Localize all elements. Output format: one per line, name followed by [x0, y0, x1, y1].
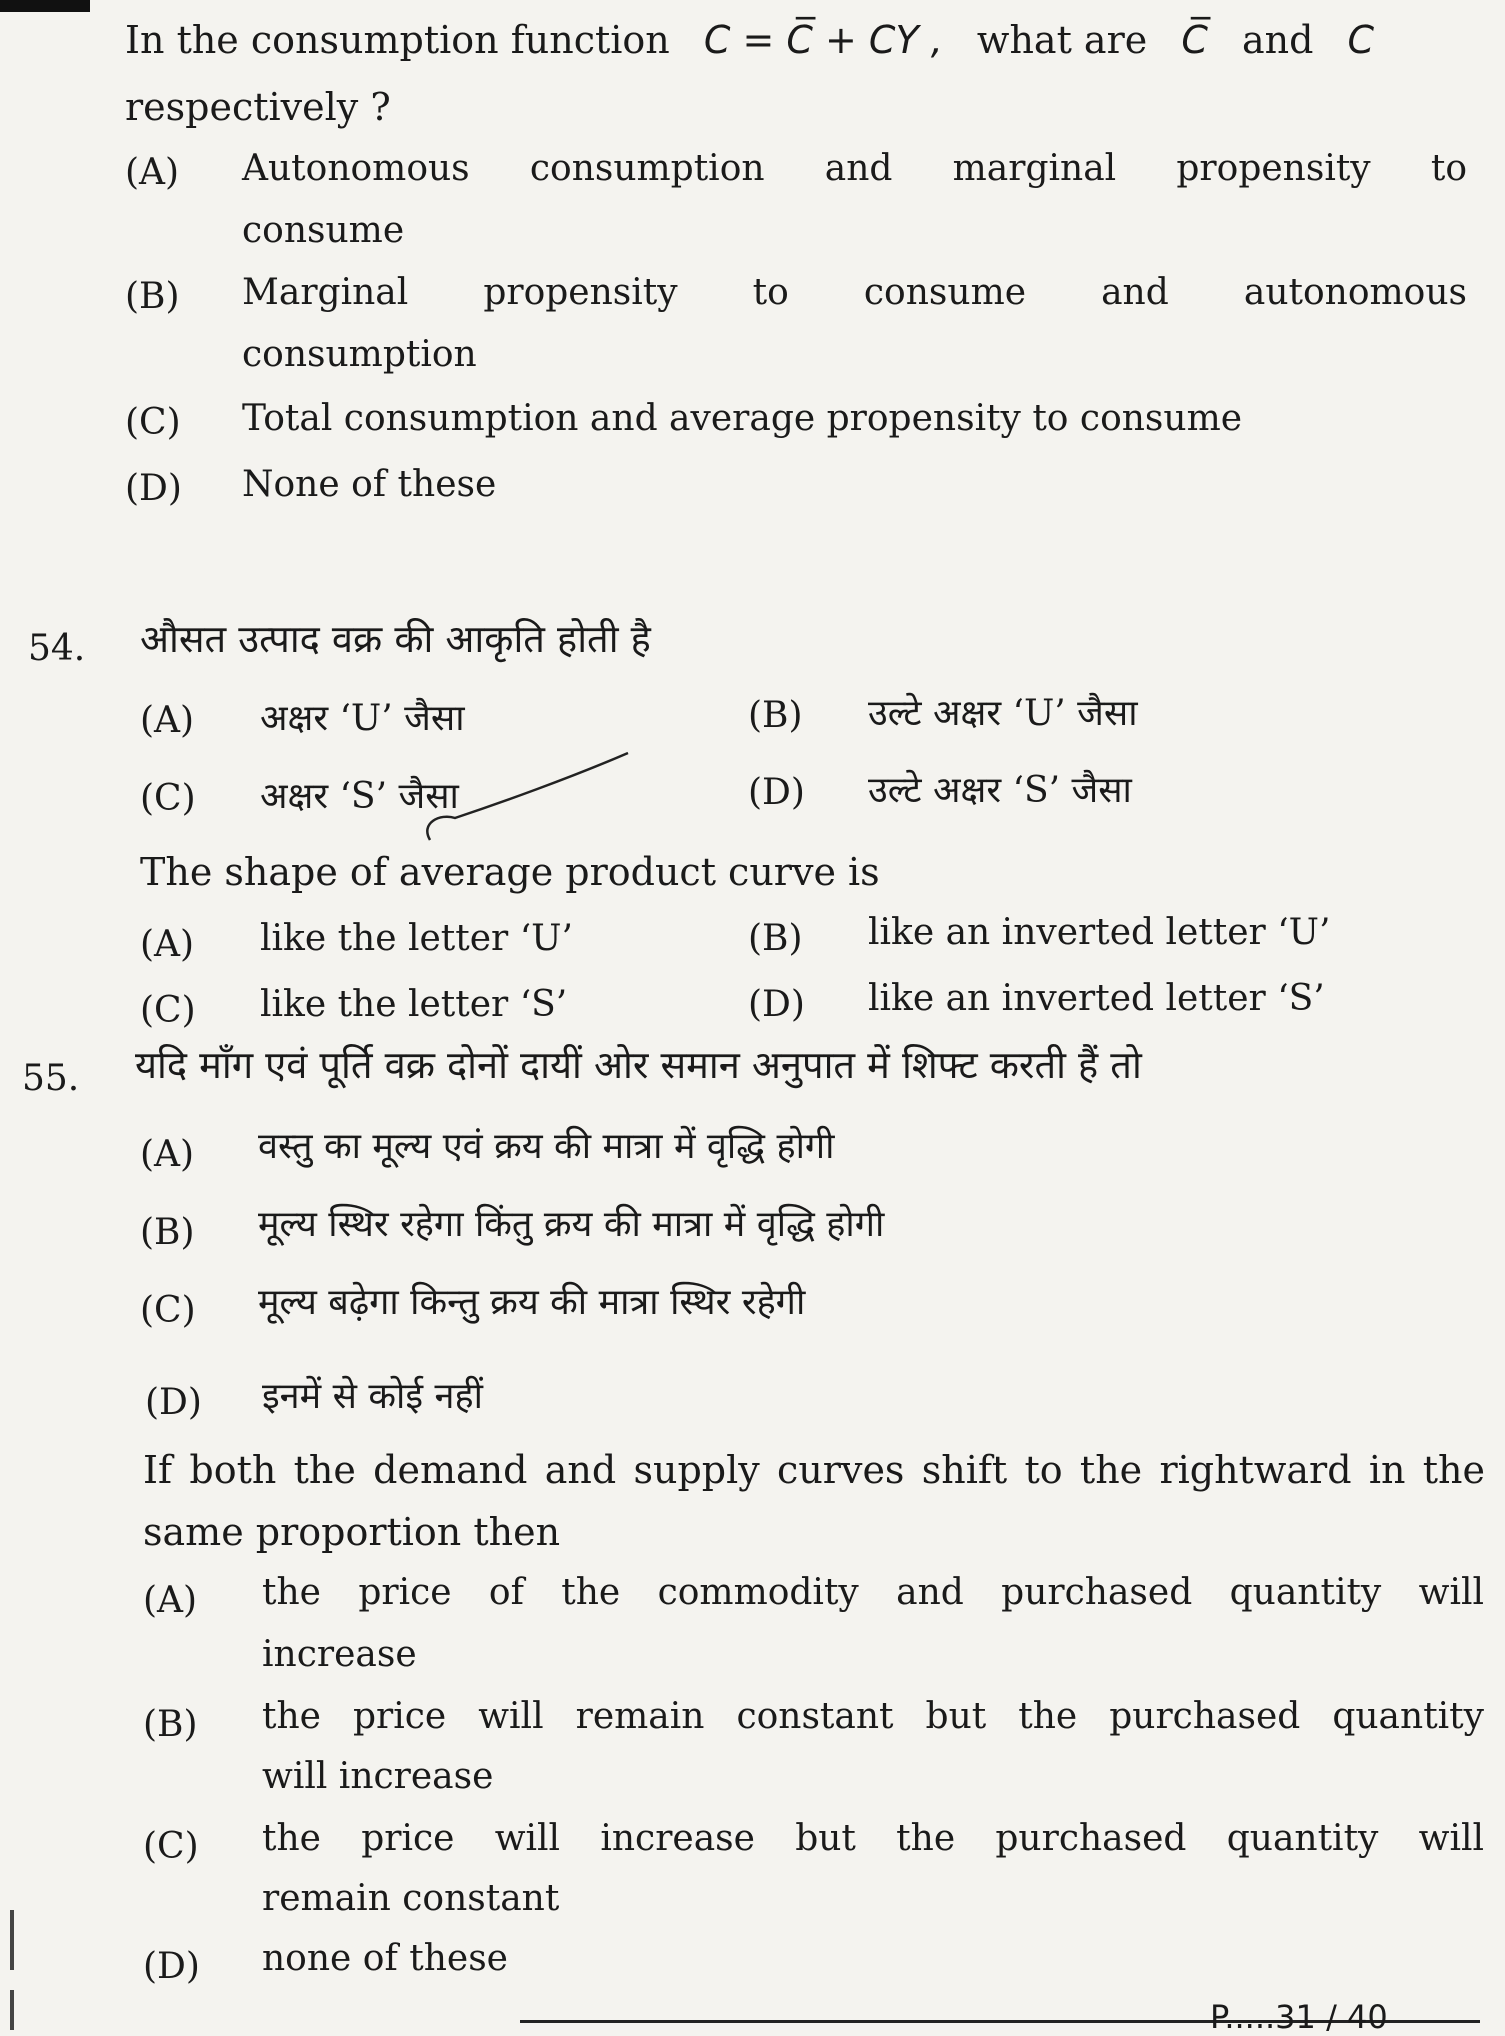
q53-option-c-label: (C): [125, 402, 181, 443]
q54-english-option-c-label: (C): [140, 990, 196, 1031]
q53-option-b-line1: Marginal propensity to consume and autonomous: [242, 272, 1467, 313]
q55-english-option-a-line2: increase: [262, 1634, 417, 1675]
q55-hindi-option-d-label: (D): [145, 1382, 202, 1423]
q53-option-b-line2: consumption: [242, 334, 477, 375]
pen-tick-mark: [400, 748, 640, 848]
margin-mark: [10, 1990, 14, 2030]
q53-option-a-label: (A): [125, 152, 180, 193]
q55-hindi-option-c-text: मूल्य बढ़ेगा किन्तु क्रय की मात्रा स्थिर रहेगी: [258, 1282, 806, 1323]
q55-hindi-stem: यदि माँग एवं पूर्ति वक्र दोनों दायीं ओर समान अनुपात में शिफ्ट करती हैं तो: [135, 1043, 1142, 1087]
q55-english-option-b-label: (B): [143, 1704, 198, 1745]
q54-english-option-d-label: (D): [748, 984, 805, 1025]
q55-english-stem-line1: If both the demand and supply curves shift to the rightward in the: [143, 1448, 1485, 1492]
q54-english-stem: The shape of average product curve is: [140, 850, 880, 894]
q55-english-option-c-line1: the price will increase but the purchased quantity will: [262, 1818, 1484, 1859]
q54-english-option-a-label: (A): [140, 924, 195, 965]
q54-english-option-b-label: (B): [748, 918, 803, 959]
q55-hindi-option-a-label: (A): [140, 1134, 195, 1175]
q55-english-option-b-line2: will increase: [262, 1756, 494, 1797]
page-number: P.....31 / 40: [1210, 1998, 1388, 2036]
q54-hindi-option-d-label: (D): [748, 772, 805, 813]
q54-hindi-option-b-text: उल्टे अक्षर ‘U’ जैसा: [868, 693, 1138, 734]
q53-stem-line2: respectively ?: [125, 85, 391, 129]
q55-english-option-d-label: (D): [143, 1946, 200, 1987]
q54-number: 54.: [28, 628, 86, 669]
q53-and: and: [1241, 18, 1314, 62]
q55-english-option-a-label: (A): [143, 1580, 198, 1621]
q55-hindi-option-d-text: इनमें से कोई नहीं: [262, 1376, 483, 1417]
q53-stem-mid: what are: [976, 18, 1148, 62]
q55-hindi-option-a-text: वस्तु का मूल्य एवं क्रय की मात्रा में वृद्धि होगी: [258, 1126, 835, 1167]
q54-hindi-stem: औसत उत्पाद वक्र की आकृति होती है: [140, 617, 651, 661]
q54-english-option-c-text: like the letter ‘S’: [260, 984, 568, 1025]
q53-option-a-line1: Autonomous consumption and marginal propensity to: [242, 148, 1467, 189]
q54-hindi-option-b-label: (B): [748, 695, 803, 736]
q55-english-option-a-line1: the price of the commodity and purchased quantity will: [262, 1572, 1484, 1613]
q53-stem-line1: [125, 18, 1470, 62]
q55-english-option-d-text: none of these: [262, 1938, 508, 1979]
q55-hindi-option-b-label: (B): [140, 1212, 195, 1253]
corner-mark: [0, 0, 90, 12]
q54-hindi-option-c-label: (C): [140, 778, 196, 819]
q53-equation: C = C̅ + CY ,: [703, 18, 943, 62]
q55-hindi-option-b-text: मूल्य स्थिर रहेगा किंतु क्रय की मात्रा में वृद्धि होगी: [258, 1204, 885, 1245]
q53-symbol-c: C: [1347, 18, 1375, 62]
q53-option-a-line2: consume: [242, 210, 405, 251]
q53-option-b-label: (B): [125, 276, 180, 317]
q55-english-option-b-line1: the price will remain constant but the purchased quantity: [262, 1696, 1484, 1737]
q53-option-d-text: None of these: [242, 464, 497, 505]
q53-option-c-text: Total consumption and average propensity to consume: [242, 398, 1243, 439]
q54-english-option-a-text: like the letter ‘U’: [260, 918, 573, 959]
q53-symbol-cbar: C̅: [1181, 18, 1208, 62]
q55-english-option-c-label: (C): [143, 1826, 199, 1867]
q53-stem-text: In the consumption function: [125, 18, 670, 62]
q54-hindi-option-d-text: उल्टे अक्षर ‘S’ जैसा: [868, 770, 1132, 811]
margin-mark: [10, 1910, 14, 1970]
q54-hindi-option-a-text: अक्षर ‘U’ जैसा: [260, 698, 465, 739]
q55-english-stem-line2: same proportion then: [143, 1510, 561, 1554]
q54-english-option-d-text: like an inverted letter ‘S’: [868, 978, 1325, 1019]
q54-hindi-option-a-label: (A): [140, 700, 195, 741]
q54-hindi-option-c-text: अक्षर ‘S’ जैसा: [260, 776, 459, 817]
q55-number: 55.: [22, 1058, 80, 1099]
q55-english-option-c-line2: remain constant: [262, 1878, 560, 1919]
q53-option-d-label: (D): [125, 468, 182, 509]
q55-hindi-option-c-label: (C): [140, 1290, 196, 1331]
q54-english-option-b-text: like an inverted letter ‘U’: [868, 912, 1331, 953]
